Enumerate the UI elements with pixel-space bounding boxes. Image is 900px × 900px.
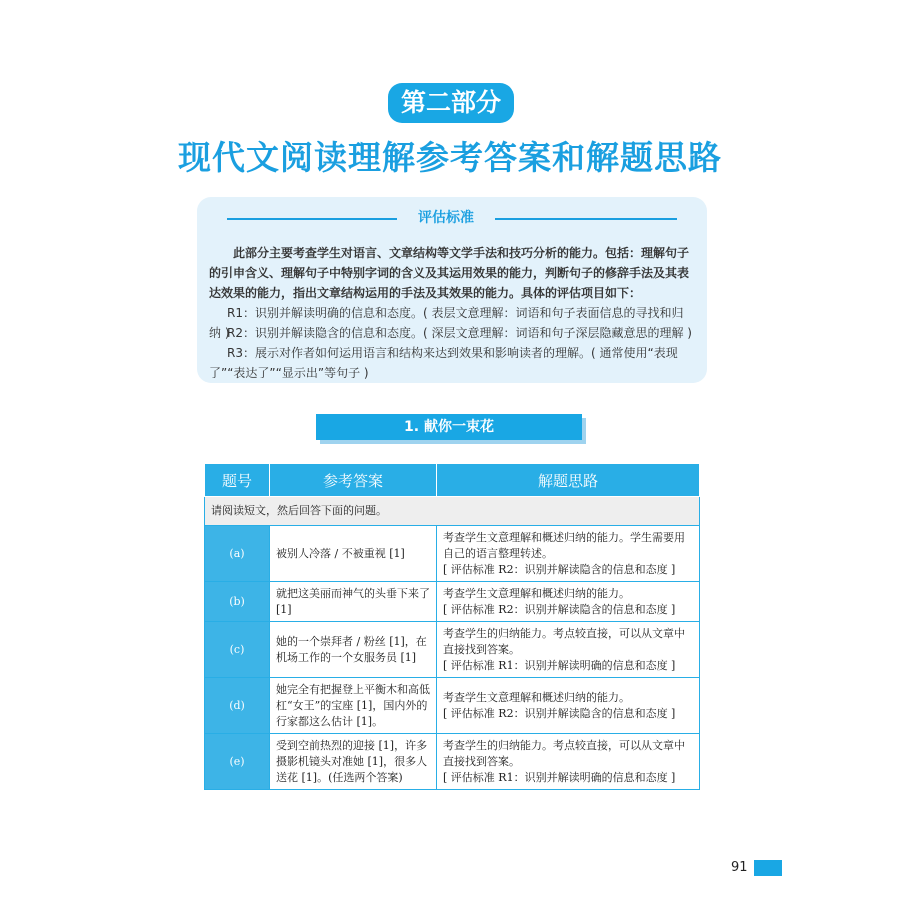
criteria-item-r3: R3：展示对作者如何运用语言和结构来达到效果和影响读者的理解。( 通常使用“表现了”“表达了”“显示出”等句子 ): [209, 346, 678, 380]
reason-text: 考查学生文意理解和概述归纳的能力。: [443, 586, 630, 600]
table-row: [205, 526, 700, 582]
header-answer: 参考答案: [270, 464, 437, 497]
page-title: 现代文阅读理解参考答案和解题思路: [178, 138, 722, 177]
page-number: 91: [731, 860, 748, 875]
table-row: [205, 582, 700, 622]
criteria-box: [197, 197, 707, 383]
instruction-text: 请阅读短文，然后回答下面的问题。: [205, 497, 700, 526]
section-title: 1. 献你一束花: [316, 414, 582, 440]
reason-cell: [437, 582, 700, 622]
table-row: [205, 734, 700, 790]
question-number: (c): [205, 622, 270, 678]
reason-text: 考查学生文意理解和概述归纳的能力。: [443, 690, 630, 704]
question-number: (a): [205, 526, 270, 582]
page-number-marker: [754, 860, 782, 876]
divider-left: [227, 218, 397, 220]
divider-right: [495, 218, 677, 220]
question-number: (b): [205, 582, 270, 622]
answer-cell: 就把这美丽而神气的头垂下来了 [1]: [270, 582, 437, 622]
question-number: (e): [205, 734, 270, 790]
criteria-title: 评估标准: [418, 210, 474, 226]
instruction-row: [205, 497, 700, 526]
table-row: [205, 678, 700, 734]
reason-cell: [437, 622, 700, 678]
criteria-header: [197, 207, 707, 229]
answer-cell: 她完全有把握登上平衡木和高低杠“女王”的宝座 [1]，国内外的行家都这么估计 [1]。: [270, 678, 437, 734]
header-reasoning: 解题思路: [437, 464, 700, 497]
part-label: 第二部分: [388, 83, 514, 123]
reason-cell: [437, 678, 700, 734]
standard-text: [ 评估标准 R1：识别并解读明确的信息和态度 ]: [443, 658, 676, 672]
table-header-row: [205, 464, 700, 497]
standard-text: [ 评估标准 R2：识别并解读隐含的信息和态度 ]: [443, 602, 676, 616]
header-number: 题号: [205, 464, 270, 497]
question-number: (d): [205, 678, 270, 734]
standard-text: [ 评估标准 R2：识别并解读隐含的信息和态度 ]: [443, 562, 676, 576]
standard-text: [ 评估标准 R2：识别并解读隐含的信息和态度 ]: [443, 706, 676, 720]
table-row: [205, 622, 700, 678]
reason-text: 考查学生文意理解和概述归纳的能力。学生需要用自己的语言整理转述。: [443, 530, 685, 560]
criteria-item-r2: R2：识别并解读隐含的信息和态度。( 深层文意理解：词语和句子深层隐藏意思的理解 ): [227, 326, 692, 340]
criteria-item-r1: R1：识别并解读明确的信息和态度。( 表层文意理解：词语和句子表面信息的寻找和归纳 ): [209, 306, 684, 340]
answer-table: [204, 463, 700, 790]
standard-text: [ 评估标准 R1：识别并解读明确的信息和态度 ]: [443, 770, 676, 784]
answer-cell: 受到空前热烈的迎接 [1]，许多摄影机镜头对准她 [1]，很多人送花 [1]。(任选两个答案): [270, 734, 437, 790]
reason-text: 考查学生的归纳能力。考点较直接，可以从文章中直接找到答案。: [443, 738, 685, 768]
reason-cell: [437, 734, 700, 790]
criteria-intro: 此部分主要考查学生对语言、文章结构等文学手法和技巧分析的能力。包括：理解句子的引申含义、理解句子中特别字词的含义及其运用效果的能力，判断句子的修辞手法及其表达效果的能力，指出文章结构运用的手法及其效果的能力。具体的评估项目如下：: [209, 246, 690, 300]
reason-cell: [437, 526, 700, 582]
reason-text: 考查学生的归纳能力。考点较直接，可以从文章中直接找到答案。: [443, 626, 685, 656]
answer-cell: 她的一个崇拜者 / 粉丝 [1]，在机场工作的一个女服务员 [1]: [270, 622, 437, 678]
answer-cell: 被别人冷落 / 不被重视 [1]: [270, 526, 437, 582]
